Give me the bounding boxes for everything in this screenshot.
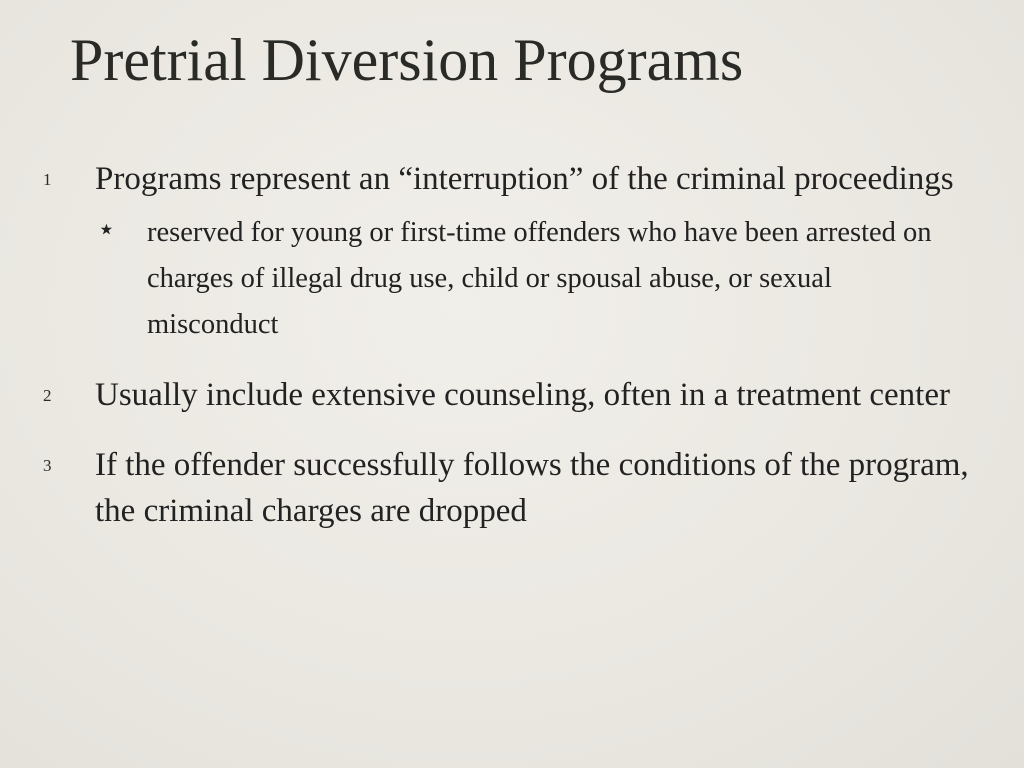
slide-title: Pretrial Diversion Programs: [70, 27, 744, 93]
bullet-text: Programs represent an “interruption” of the criminal proceedings: [95, 161, 954, 197]
bullet-item-3: [0, 442, 975, 534]
bullet-item-2: [0, 372, 975, 418]
bullet-text: Usually include extensive counseling, often in a treatment center: [95, 377, 950, 413]
sub-bullet-list: [95, 210, 975, 348]
sub-bullet-text: reserved for young or first-time offenders who have been arrested on charges of illegal drug use, child or spousal abuse, or sexual misconduct: [147, 217, 932, 340]
bullet-text: If the offender successfully follows the conditions of the program, the criminal charges are dropped: [95, 447, 969, 529]
bullet-list: [0, 156, 1024, 558]
bullet-item-1: [0, 156, 975, 348]
bullet-number: 3: [43, 456, 52, 475]
bullet-number: 1: [43, 170, 52, 189]
sub-bullet-item: [95, 210, 957, 348]
star-icon: ⋆: [97, 213, 116, 246]
bullet-number: 2: [43, 386, 52, 405]
